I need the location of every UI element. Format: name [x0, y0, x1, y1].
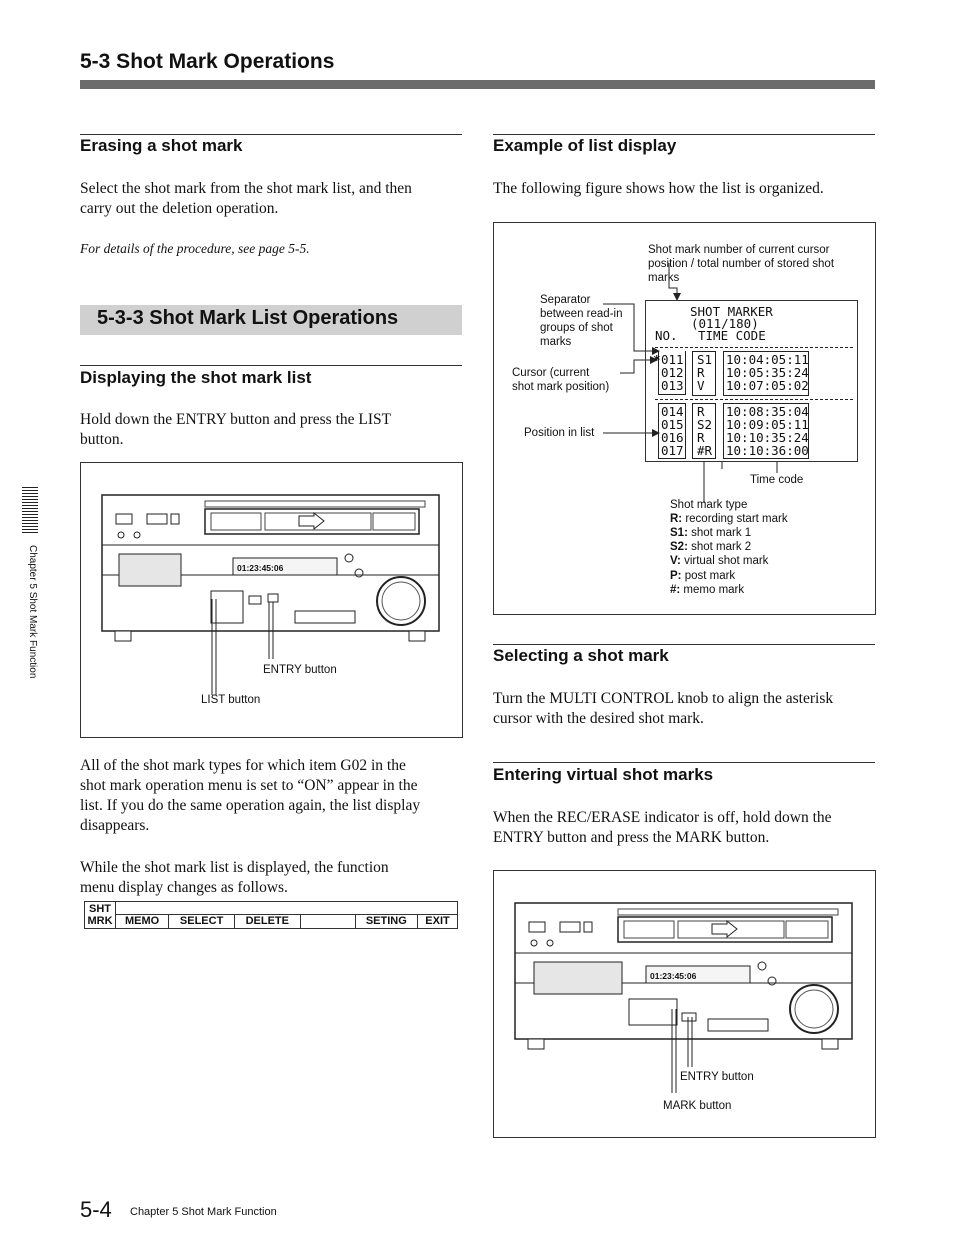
menu-cell-shtmrk-top: SHT [89, 903, 111, 915]
screen-row-tc: 10:05:35:24 [726, 365, 809, 380]
callout-separator-3: groups of shot [540, 322, 613, 334]
types-para-4: disappears. [80, 817, 150, 834]
legend-item [670, 569, 735, 583]
menu-cell-shtmrk [85, 902, 116, 929]
menu-para-1: While the shot mark list is displayed, the function [80, 859, 389, 876]
legend-text: memo mark [680, 584, 745, 596]
virtual-body-2: ENTRY button and press the MARK button. [493, 829, 770, 846]
legend-key: #: [670, 584, 681, 596]
menu-cell-exit: EXIT [417, 915, 457, 929]
screen-row-type: R [697, 430, 705, 445]
callout-separator-2: between read-in [540, 308, 623, 320]
screen-row-no: 014 [661, 404, 684, 419]
screen-col-no: NO. [655, 328, 678, 343]
screen-row-tc: 10:09:05:11 [726, 417, 809, 432]
selecting-body-1: Turn the MULTI CONTROL knob to align the asterisk [493, 690, 834, 707]
vtr-timecode: 01:23:45:06 [237, 563, 284, 573]
callout-position: Position in list [524, 427, 595, 439]
menu-para-2: menu display changes as follows. [80, 879, 288, 896]
menu-cell-memo: MEMO [116, 915, 169, 929]
label-mark-button: MARK button [663, 1100, 732, 1112]
menu-cell-select: SELECT [169, 915, 235, 929]
screen-row-type: S2 [697, 417, 713, 432]
shot-marker-screen [645, 300, 858, 462]
rule [80, 134, 462, 135]
screen-row-no: 017 [661, 443, 684, 458]
callout-separator-4: marks [540, 336, 572, 348]
screen-cursor-asterisk: * [653, 352, 661, 367]
legend-text: shot mark 1 [687, 527, 752, 539]
legend-key: S1: [670, 527, 688, 539]
vtr-illustration [81, 463, 462, 737]
legend-text: virtual shot mark [680, 555, 769, 567]
heading-virtual: Entering virtual shot marks [493, 765, 714, 784]
footer-chapter: Chapter 5 Shot Mark Function [130, 1206, 277, 1218]
label-entry-button-2: ENTRY button [680, 1071, 754, 1083]
screen-separator [655, 399, 853, 400]
legend-key: P: [670, 570, 682, 582]
legend-text: shot mark 2 [687, 541, 752, 553]
virtual-body-1: When the REC/ERASE indicator is off, hold down the [493, 809, 832, 826]
callout-number-3: marks [648, 272, 680, 284]
screen-row-tc: 10:04:05:11 [726, 352, 809, 367]
legend-item [670, 526, 751, 540]
legend-text: post mark [681, 570, 736, 582]
screen-row-type: V [697, 378, 705, 393]
example-body: The following figure shows how the list is organized. [493, 180, 824, 197]
callout-number-1: Shot mark number of current cursor [648, 244, 830, 256]
label-entry-button: ENTRY button [263, 664, 337, 676]
screen-row-type: R [697, 365, 705, 380]
screen-row-tc: 10:07:05:02 [726, 378, 809, 393]
legend-item [670, 583, 744, 597]
screen-row-no: 013 [661, 378, 684, 393]
screen-separator [655, 347, 853, 348]
screen-row-tc: 10:10:36:00 [726, 443, 809, 458]
section-title: 5-3-3 Shot Mark List Operations [97, 307, 399, 329]
screen-row-no: 015 [661, 417, 684, 432]
screen-count: (011/180) [691, 316, 759, 331]
svg-text:01:23:45:06 [650, 971, 697, 981]
legend-text: recording start mark [682, 513, 788, 525]
menu-cell-seting: SETING [355, 915, 417, 929]
displaying-body-1: Hold down the ENTRY button and press the LIST [80, 411, 392, 428]
callout-timecode: Time code [750, 474, 804, 486]
callout-cursor-2: shot mark position) [512, 381, 610, 393]
heading-selecting: Selecting a shot mark [493, 646, 669, 665]
callout-number-2: position / total number of stored shot [648, 258, 835, 270]
screen-row-no: 011 [661, 352, 684, 367]
figure-vtr-mark [493, 870, 876, 1138]
screen-row-tc: 10:08:35:04 [726, 404, 809, 419]
legend-item [670, 554, 768, 568]
label-list-button: LIST button [201, 694, 261, 706]
legend-item [670, 512, 788, 526]
legend-key: S2: [670, 541, 688, 553]
types-para-3: list. If you do the same operation again, the list display [80, 797, 421, 814]
header-bar [80, 80, 875, 89]
erasing-body-1: Select the shot mark from the shot mark list, and then [80, 180, 412, 197]
screen-title: SHOT MARKER [690, 304, 773, 319]
screen-row-no: 016 [661, 430, 684, 445]
legend-item [670, 540, 751, 554]
screen-row-no: 012 [661, 365, 684, 380]
rule [493, 134, 875, 135]
screen-col-tc: TIME CODE [698, 328, 766, 343]
menu-cell-shtmrk-bottom: MRK [87, 915, 113, 927]
erasing-note: For details of the procedure, see page 5-5. [80, 241, 310, 256]
heading-displaying: Displaying the shot mark list [80, 368, 312, 387]
figure-vtr-list [80, 462, 463, 738]
legend-title: Shot mark type [670, 499, 748, 511]
chapter-tab [22, 487, 38, 533]
selecting-body-2: cursor with the desired shot mark. [493, 710, 704, 727]
svg-text:01:23:45:06 [237, 563, 284, 573]
page-number: 5-4 [80, 1197, 112, 1222]
vtr-timecode: 01:23:45:06 [650, 971, 697, 981]
types-para-2: shot mark operation menu is set to “ON” appear in the [80, 777, 418, 794]
heading-example: Example of list display [493, 136, 677, 155]
menu-cell-delete: DELETE [234, 915, 300, 929]
rule [80, 365, 462, 366]
menu-cell-blank [300, 915, 355, 929]
vtr-illustration [494, 871, 875, 1137]
erasing-body-2: carry out the deletion operation. [80, 200, 279, 217]
rule [493, 762, 875, 763]
types-para-1: All of the shot mark types for which item G02 in the [80, 757, 406, 774]
displaying-body-2: button. [80, 431, 124, 448]
legend-key: V: [670, 555, 681, 567]
heading-erasing: Erasing a shot mark [80, 136, 243, 155]
rule [493, 644, 875, 645]
function-menu-table [84, 901, 458, 929]
menu-upper-row [116, 902, 458, 915]
screen-row-type: R [697, 404, 705, 419]
screen-row-type: S1 [697, 352, 713, 367]
legend-key: R: [670, 513, 683, 525]
screen-row-tc: 10:10:35:24 [726, 430, 809, 445]
page-header-title: 5-3 Shot Mark Operations [80, 50, 335, 73]
chapter-side-text: Chapter 5 Shot Mark Function [27, 545, 38, 679]
screen-row-type: #R [697, 443, 713, 458]
callout-cursor-1: Cursor (current [512, 367, 590, 379]
callout-separator-1: Separator [540, 294, 591, 306]
